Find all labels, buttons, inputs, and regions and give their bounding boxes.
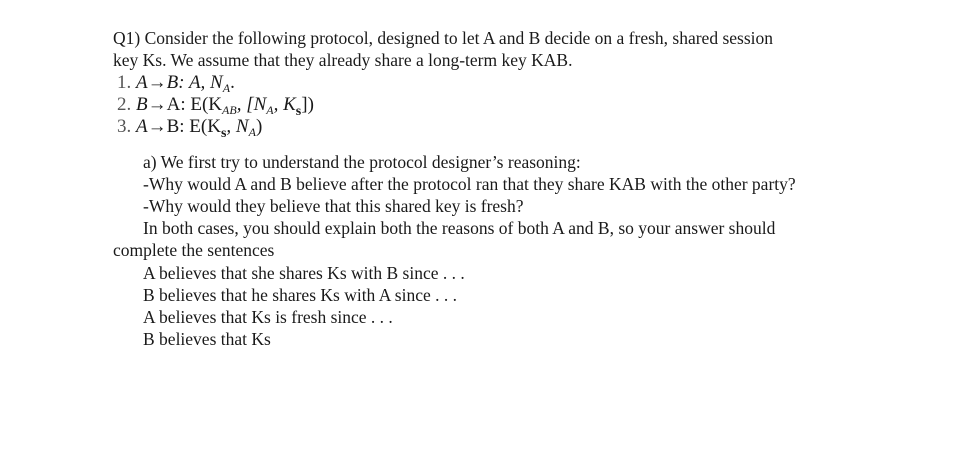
step-message: B: A, N xyxy=(166,72,223,93)
protocol-step-2 xyxy=(117,94,314,119)
part-a-question-1: -Why would A and B believe after the protocol ran that they share KAB with the other party? xyxy=(143,174,796,194)
question-line-1: Q1) Consider the following protocol, designed to let A and B decide on a fresh, shared session xyxy=(113,28,774,48)
subscript: s xyxy=(220,126,227,141)
step-end: . xyxy=(230,72,235,93)
part-a-intro: a) We first try to understand the protocol designer’s reasoning: xyxy=(143,152,581,172)
part-a-instruction-2: complete the sentences xyxy=(113,240,275,260)
sentence-1: A believes that she shares Ks with B since . . . xyxy=(143,263,465,283)
step-message: A: E(K xyxy=(166,94,223,115)
sentence-2: B believes that he shares Ks with A since . . . xyxy=(143,285,457,305)
protocol-step-3 xyxy=(117,116,263,141)
arrow-icon: → xyxy=(147,116,167,137)
step-message: B: E(K xyxy=(166,116,221,137)
part-a-question-2: -Why would they believe that this shared key is fresh? xyxy=(143,196,524,216)
step-end: ]) xyxy=(301,94,314,115)
subscript: AB xyxy=(222,103,237,117)
step-number: 3. xyxy=(117,116,132,137)
sentence-3: A believes that Ks is fresh since . . . xyxy=(143,307,393,327)
subscript: A xyxy=(222,81,231,95)
step-sender: A xyxy=(136,116,148,137)
subscript: A xyxy=(248,125,256,139)
step-sender: B xyxy=(136,94,148,115)
protocol-step-1 xyxy=(117,72,235,94)
step-end: ) xyxy=(255,116,263,137)
arrow-icon: → xyxy=(147,72,167,93)
step-message-cont: , [N xyxy=(236,94,267,115)
step-number: 2. xyxy=(117,94,132,115)
subscript: A xyxy=(266,103,274,117)
step-message-cont: , N xyxy=(226,116,249,137)
step-message-cont: , K xyxy=(273,94,296,115)
question-line-2: key Ks. We assume that they already share a long-term key KAB. xyxy=(113,50,573,70)
arrow-icon: → xyxy=(147,94,167,115)
subscript: s xyxy=(295,104,302,119)
step-sender: A xyxy=(136,72,148,93)
part-a-instruction-1: In both cases, you should explain both the reasons of both A and B, so your answer should xyxy=(143,218,776,238)
step-number: 1. xyxy=(117,72,132,93)
sentence-4: B believes that Ks xyxy=(143,329,271,349)
